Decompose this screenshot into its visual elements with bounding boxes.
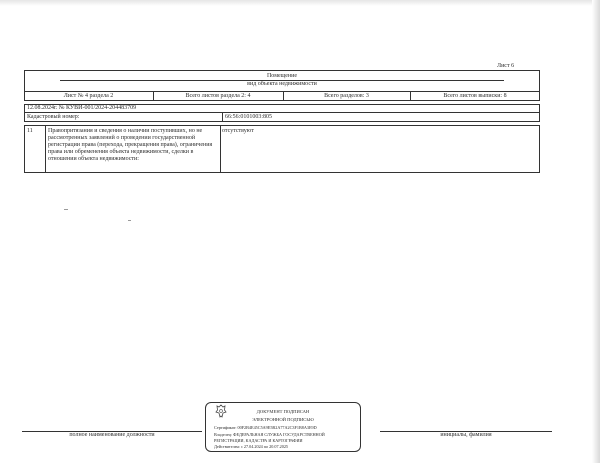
stamp-subtitle: ЭЛЕКТРОННОЙ ПОДПИСЬЮ xyxy=(252,417,314,422)
section-title: Помещение xyxy=(266,73,298,79)
row-description: Правопритязания и сведения о наличии поступивших, но не рассмотренных заявлений о проведении государственной регистрации права (перехода, прекращения права), ограничения права или обременения объекта недвижимости, сделки в отношении объекта недвижимости: xyxy=(48,128,213,162)
cadastral-label: Кадастровый номер: xyxy=(27,114,80,120)
info-divider xyxy=(24,112,540,113)
row-number: 11 xyxy=(27,128,33,134)
stamp-validity: Действителен: с 27.04.2024 по 20.07.2025 xyxy=(214,444,289,449)
scan-artifact xyxy=(128,220,131,221)
cadastral-number: 66:56:0101003:805 xyxy=(225,114,273,120)
sheets-in-extract: Всего листов выписки: 8 xyxy=(443,93,507,99)
scan-artifact xyxy=(64,209,68,210)
section-subtitle: вид объекта недвижимости xyxy=(247,81,317,87)
content-divider xyxy=(220,125,221,173)
sheet-in-section: Лист № 4 раздела 2 xyxy=(63,93,114,99)
scan-edge-top xyxy=(0,0,600,6)
sheet-label: Лист 6 xyxy=(497,63,515,69)
scan-edge-right xyxy=(592,0,600,463)
stamp-title: ДОКУМЕНТ ПОДПИСАН xyxy=(256,409,310,414)
sections-total: Всего разделов: 3 xyxy=(324,93,369,99)
extract-reference: 12.08.2024г. № КУВИ-001/2024-204483709 xyxy=(27,105,137,111)
name-caption: инициалы, фамилия xyxy=(440,432,492,438)
stamp-owner: Владелец: ФЕДЕРАЛЬНАЯ СЛУЖБА ГОСУДАРСТВЕННОЙ xyxy=(214,432,325,437)
stamp-owner-continued: РЕГИСТРАЦИИ, КАДАСТРА И КАРТОГРАФИИ xyxy=(214,438,303,443)
stamp-certificate: Сертификат: 00F2B4E45C5A9E5B2A77A2C3F1B8A3E9D xyxy=(214,425,317,430)
content-divider xyxy=(45,125,46,173)
row-value: отсутствуют xyxy=(222,128,254,134)
info-divider xyxy=(222,112,223,122)
sheets-in-section: Всего листов раздела 2: 4 xyxy=(185,93,251,99)
position-caption: полное наименование должности xyxy=(69,432,155,438)
